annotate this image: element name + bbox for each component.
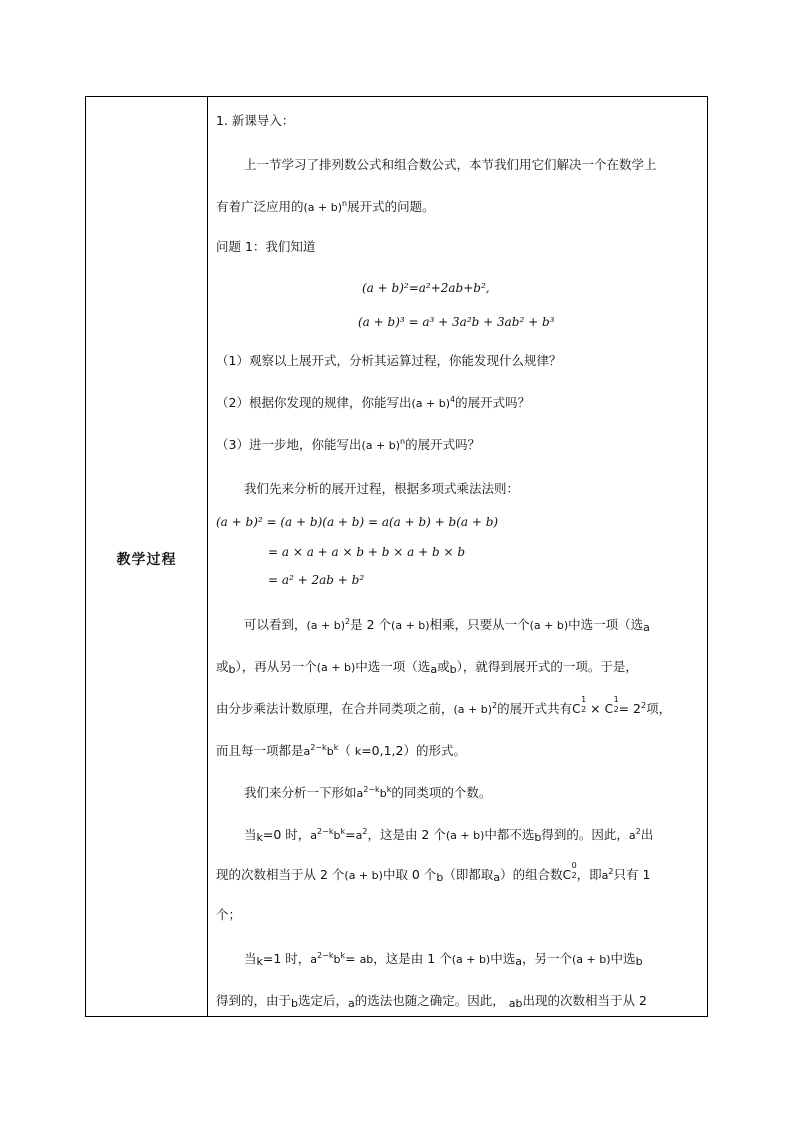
expansion-step-2: = a × a + a × b + b × a + b × b bbox=[268, 545, 465, 559]
lesson-table bbox=[85, 96, 708, 1017]
formula-cube: (a + b)³ = a³ + 3a²b + 3ab² + b³ bbox=[358, 315, 555, 329]
combination-symbol: C 1 2 bbox=[572, 695, 587, 716]
paragraph-2: 我们来分析一下形如$a^{2-k}b^k$的同类项的个数。 bbox=[244, 785, 492, 800]
paragraph-3-line-3: 个； bbox=[216, 907, 242, 922]
question-1: 问题 1：我们知道 bbox=[216, 239, 316, 254]
paragraph-1-line-4: 而且每一项都是$a^{2-k}b^k$（ k=0,1,2）的形式。 bbox=[216, 743, 466, 758]
paragraph-1-line-3: 由分步乘法计数原理，在合并同类项之前，$(a + b)^2$的展开式共有C 1 2 × C 1 2 = $2^2$项， bbox=[216, 695, 672, 716]
expansion-step-3: = a² + 2ab + b² bbox=[268, 573, 365, 587]
heading: 1. 新课导入： bbox=[216, 113, 295, 128]
paragraph-4-line-2: 得到的，由于$_b$选定后，$_a$的选法也随之确定。因此， $_{ab}$出现的次数相当于从 2 bbox=[216, 993, 647, 1010]
column-divider bbox=[207, 97, 208, 1016]
sub-question-3: （3）进一步地，你能写出$(a + b)^n$的展开式吗？ bbox=[216, 437, 481, 452]
combination-symbol: C 1 2 bbox=[604, 695, 619, 716]
paragraph-3-line-1: 当$_k$=0 时，$a^{2-k}b^k=a^2$，这是由 2 个(a + b)中都不选$_b$得到的。因此，$a^2$出 bbox=[244, 827, 654, 844]
combination-symbol: C 0 2 bbox=[562, 861, 577, 882]
paragraph-1-line-1: 可以看到，$(a + b)^2$是 2 个(a + b)相乘，只要从一个(a + b)中选一项（选$_a$ bbox=[244, 617, 650, 634]
paragraph-3-line-2: 现的次数相当于从 2 个(a + b)中取 0 个$_b$（即都取$_a$）的组合数C 0 2 ，即$a^2$只有 1 bbox=[216, 861, 651, 884]
expansion-step-1: (a + b)² = (a + b)(a + b) = a(a + b) + b(a + b) bbox=[216, 515, 499, 529]
intro-line-2: 有着广泛应用的$(a + b)^n$展开式的问题。 bbox=[216, 199, 435, 214]
sub-question-1: （1）观察以上展开式，分析其运算过程，你能发现什么规律？ bbox=[216, 353, 562, 368]
sub-question-2: （2）根据你发现的规律，你能写出$(a + b)^4$的展开式吗？ bbox=[216, 395, 531, 410]
formula-square: (a + b)²=a²+2ab+b², bbox=[362, 281, 490, 295]
section-label: 教学过程 bbox=[116, 552, 177, 568]
paragraph-4-line-1: 当$_k$=1 时，$a^{2-k}b^k=$ ab，这是由 1 个(a + b)中选$_a$，另一个(a + b)中选$_b$ bbox=[244, 951, 643, 968]
analysis-intro: 我们先来分析的展开过程，根据多项式乘法法则： bbox=[244, 481, 520, 496]
intro-line-1: 上一节学习了排列数公式和组合数公式，本节我们用它们解决一个在数学上 bbox=[244, 157, 657, 172]
paragraph-1-line-2: 或$_b$），再从另一个(a + b)中选一项（选$_a$或$_b$），就得到展开式的一项。于是， bbox=[216, 659, 638, 676]
